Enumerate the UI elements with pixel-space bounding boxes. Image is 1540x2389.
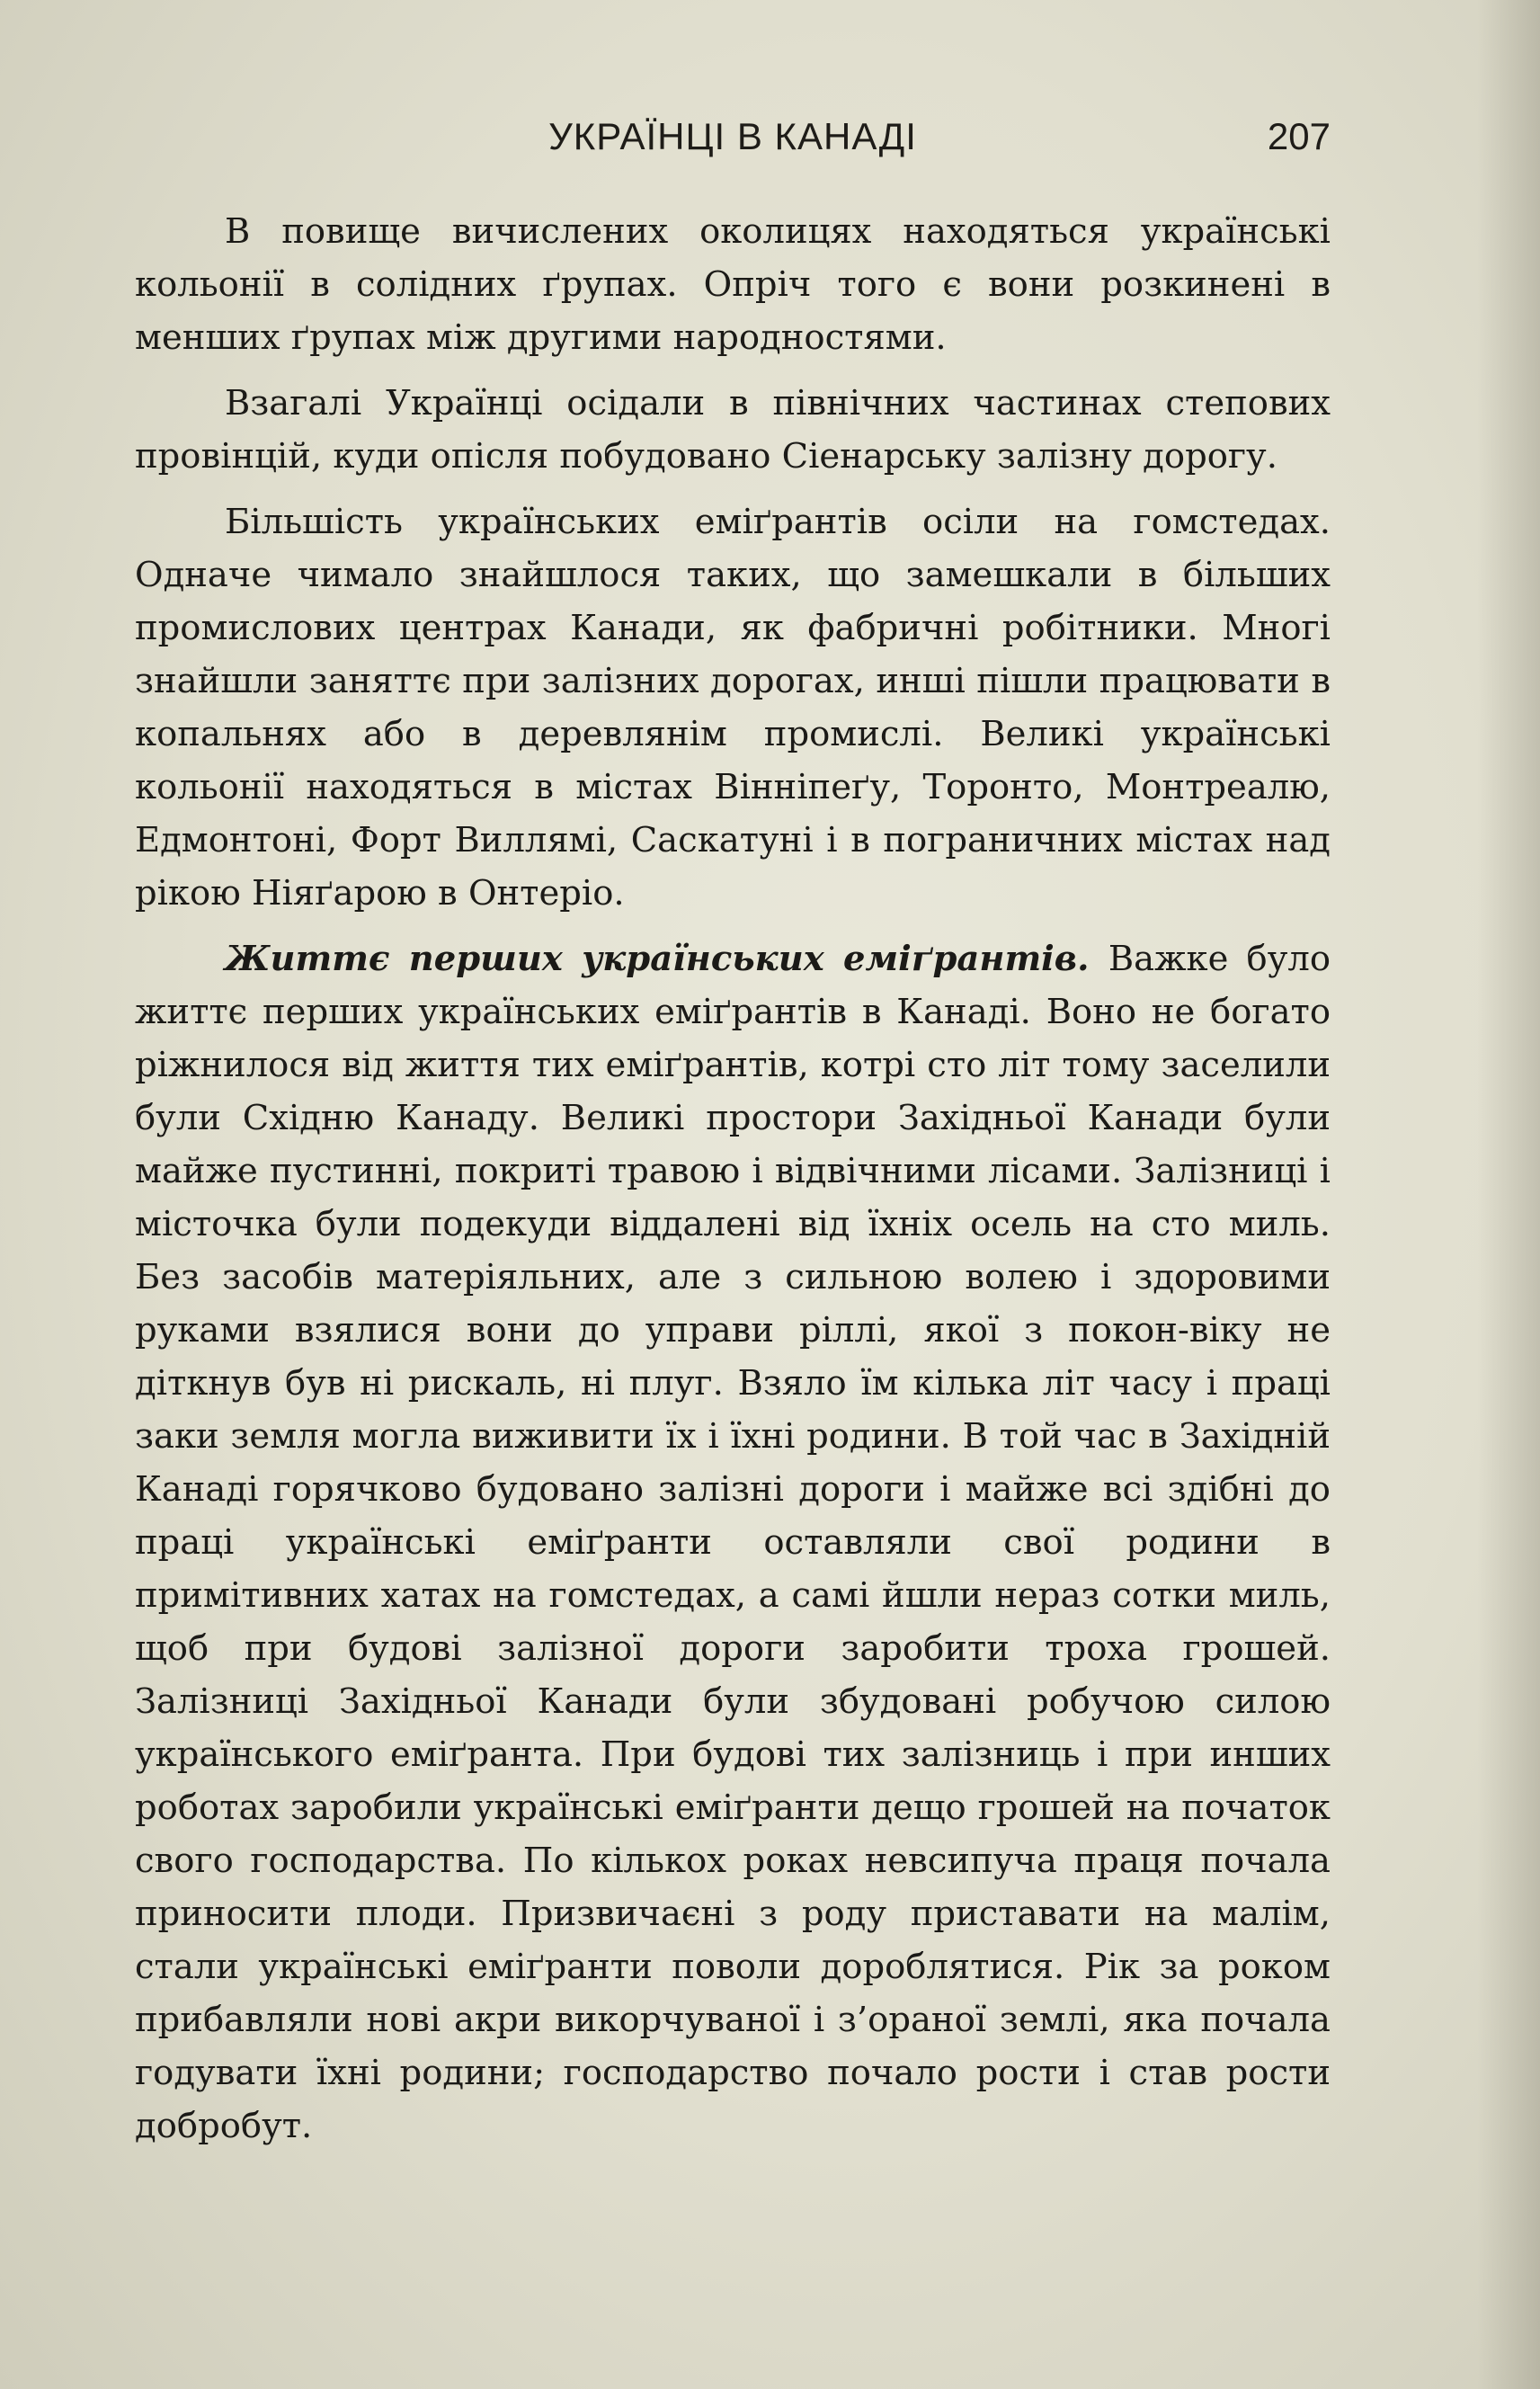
paragraph-4-text: Важке було життє перших українських еміґрантів в Канаді. Воно не богато ріжнилося від життя тих еміґрантів, котрі сто літ тому заселили були Східню Канаду. Великі простори Західньої Канади були майже пустинні, покриті травою і відвічними лісами. Залізниці і місточка були подекуди віддалені від їхніх осель на сто миль. Без засобів матеріяльних, але з сильною волею і здоровими руками взялися вони до управи ріллі, якої з покон-віку не діткнув був ні рискаль, ні плуг. Взяло їм кілька літ часу і праці заки земля могла виживити їх і їхні родини. В той час в Західній Канаді горячково будовано залізні дороги і майже всі здібні до праці українські еміґранти оставляли свої родини в примітивних хатах на гомстедах, а самі йшли нераз сотки миль, щоб при будові залізної дороги заробити троха грошей. Залізниці Західньої Канади були збудовані робучою силою українського еміґранта. При будові тих залізниць і при инших роботах заробили українські еміґранти дещо грошей на початок свого господарства. По кількох роках невсипуча праця почала приносити плоди. Призвичаєні з роду приставати на малім, стали українські еміґранти поволи дороблятися. Рік за роком прибавляли нові акри викорчуваної і з’ораної землі, яка почала годувати їхні родини; господарство почало рости і став рости добробут.	[135, 939, 1331, 2146]
paragraph-4	[135, 932, 1331, 2153]
paragraph-2: Взагалі Українці осідали в північних частинах степових провінцій, куди опісля побудовано Сіенарську залізну дорогу.	[135, 383, 1331, 477]
page-number: 207	[1267, 115, 1331, 157]
paragraph-1: В повище вичислених околицях находяться українські кольонії в солідних ґрупах. Опріч того є вони розкинені в менших ґрупах між другими народностями.	[135, 211, 1331, 358]
paragraph-3: Більшість українських еміґрантів осіли на гомстедах. Одначе чимало знайшлося таких, що замешкали в більших промислових центрах Канади, як фабричні робітники. Многі знайшли заняттє при залізних дорогах, инші пішли працювати в копальнях або в деревлянім промислі. Великі українські кольонії находяться в містах Вінніпеґу, Торонто, Монтреалю, Едмонтоні, Форт Виллямі, Саскатуні і в пограничних містах над рікою Ніяґарою в Онтеріо.	[135, 502, 1331, 914]
section-heading: Життє перших українських еміґрантів.	[225, 939, 1108, 979]
running-header	[135, 115, 1331, 169]
page-edge-shadow	[1477, 0, 1540, 2389]
body-text	[135, 205, 1331, 2153]
running-title: УКРАЇНЦІ В КАНАДІ	[548, 115, 917, 157]
